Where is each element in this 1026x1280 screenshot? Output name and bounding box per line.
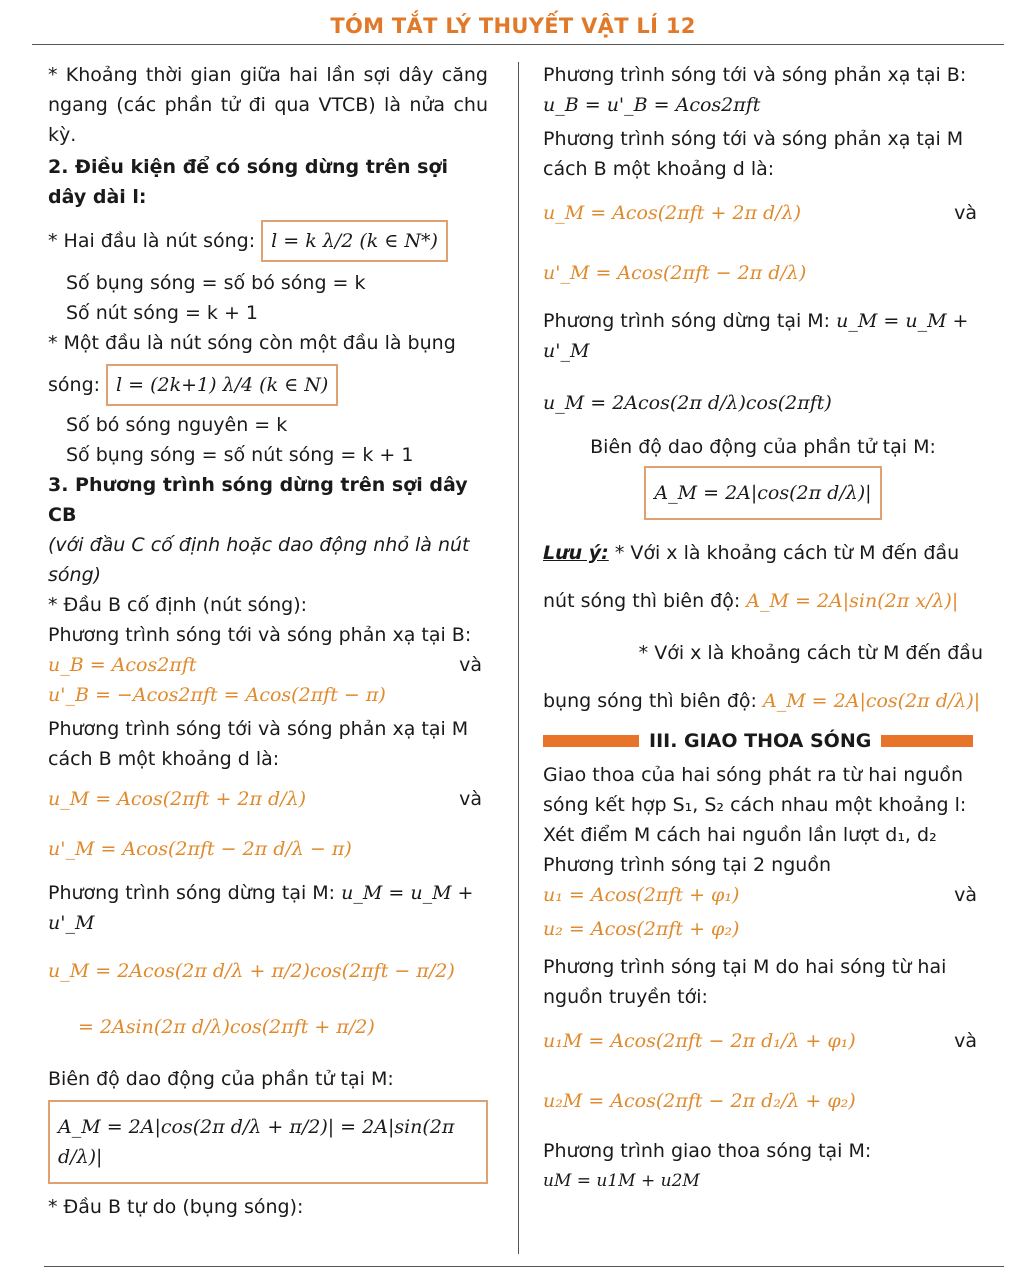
r-and-text: và bbox=[954, 202, 977, 224]
r-eq-u-b: u_B = u'_B = Acos2πft bbox=[543, 94, 761, 116]
r-and-text-2: và bbox=[954, 884, 977, 906]
note-2-a: * Với x là khoảng cách từ M đến đầu bbox=[638, 642, 983, 664]
standing-eq: u_M = u_M + u'_M bbox=[48, 882, 474, 934]
right-column bbox=[543, 60, 983, 1196]
eq-u-b-reflected: u'_B = −Acos2πft = Acos(2πft − π) bbox=[48, 684, 386, 706]
note-2-b: bụng sóng thì biên độ: bbox=[543, 690, 757, 712]
banner-bar-left bbox=[543, 735, 639, 747]
free-end-label: * Đầu B tự do (bụng sóng): bbox=[48, 1196, 304, 1218]
section-3-note: (với đầu C cố định hoặc dao động nhỏ là nút sóng) bbox=[48, 534, 470, 586]
bottom-rule bbox=[44, 1266, 1004, 1267]
one-node-formula: l = (2k+1) λ/4 (k ∈ N) bbox=[106, 364, 338, 406]
section-3-title: III. GIAO THOA SÓNG bbox=[649, 730, 872, 752]
eq-u2m: u₂M = Acos(2πft − 2π d₂/λ + φ₂) bbox=[543, 1090, 856, 1112]
column-divider bbox=[518, 62, 519, 1254]
page-title: TÓM TẮT LÝ THUYẾT VẬT LÍ 12 bbox=[330, 14, 696, 38]
note-label: Lưu ý: bbox=[543, 542, 609, 564]
r-standing-label: Phương trình sóng dừng tại M: bbox=[543, 310, 831, 332]
one-node-label: sóng: bbox=[48, 374, 101, 396]
eq-u-b: u_B = Acos2πft bbox=[48, 654, 197, 676]
eq-u-m: u_M = Acos(2πft + 2π d/λ) bbox=[48, 788, 307, 810]
eq-u-m-reflected: u'_M = Acos(2πft − 2π d/λ − π) bbox=[48, 838, 352, 860]
section-2-heading: 2. Điều kiện để có sóng dừng trên sợi dây dài l: bbox=[48, 156, 449, 208]
at-m-label: Phương trình sóng tại M do hai sóng từ hai nguồn truyền tới: bbox=[543, 956, 947, 1008]
amp-formula: A_M = 2A|cos(2π d/λ + π/2)| = 2A|sin(2π d/λ)| bbox=[48, 1100, 488, 1184]
interf-point: Xét điểm M cách hai nguồn lần lượt d₁, d₂ bbox=[543, 824, 937, 846]
left-column bbox=[48, 60, 488, 1222]
interf-eq: uM = u1M + u2M bbox=[543, 1171, 700, 1191]
and-text: và bbox=[459, 654, 482, 676]
one-node-intro: * Một đầu là nút sóng còn một đầu là bụng bbox=[48, 332, 456, 354]
interf-intro: Giao thoa của hai sóng phát ra từ hai nguồn sóng kết hợp S₁, S₂ cách nhau một khoảng l: bbox=[543, 764, 967, 816]
r-amp-label: Biên độ dao động của phần tử tại M: bbox=[590, 436, 936, 458]
interf-label: Phương trình giao thoa sóng tại M: bbox=[543, 1140, 872, 1162]
r-standing-eq: u_M = u_M + u'_M bbox=[543, 310, 969, 362]
note-1-formula: A_M = 2A|sin(2π x/λ)| bbox=[746, 590, 959, 612]
src-label: Phương trình sóng tại 2 nguồn bbox=[543, 854, 831, 876]
top-rule bbox=[32, 44, 1004, 45]
two-nodes-formula: l = k λ/2 (k ∈ N*) bbox=[261, 220, 448, 262]
standing-label: Phương trình sóng dừng tại M: bbox=[48, 882, 336, 904]
bo-count-line: Số bó sóng nguyên = k bbox=[66, 414, 288, 436]
note-2-formula: A_M = 2A|cos(2π d/λ)| bbox=[762, 690, 981, 712]
and-text-2: và bbox=[459, 788, 482, 810]
bung-count-line-2: Số bụng sóng = số nút sóng = k + 1 bbox=[66, 444, 414, 466]
eq-intro-b: Phương trình sóng tới và sóng phản xạ tại B: bbox=[48, 624, 472, 646]
r-eq-u-m: u_M = Acos(2πft + 2π d/λ) bbox=[543, 202, 802, 224]
two-nodes-label: * Hai đầu là nút sóng: bbox=[48, 230, 256, 252]
eq-u1m: u₁M = Acos(2πft − 2π d₁/λ + φ₁) bbox=[543, 1030, 856, 1052]
eq-intro-m: Phương trình sóng tới và sóng phản xạ tại M cách B một khoảng d là: bbox=[48, 718, 469, 770]
eq-u1: u₁ = Acos(2πft + φ₁) bbox=[543, 884, 740, 906]
fixed-end-label: * Đầu B cố định (nút sóng): bbox=[48, 594, 308, 616]
amp-label: Biên độ dao động của phần tử tại M: bbox=[48, 1068, 394, 1090]
section-3-heading: 3. Phương trình sóng dừng trên sợi dây CB bbox=[48, 474, 468, 526]
banner-bar-right bbox=[881, 735, 973, 747]
r-eq-intro-b: Phương trình sóng tới và sóng phản xạ tại B: bbox=[543, 64, 967, 86]
eq-sum-1: u_M = 2Acos(2π d/λ + π/2)cos(2πft − π/2) bbox=[48, 960, 455, 982]
r-eq-intro-m: Phương trình sóng tới và sóng phản xạ tại M cách B một khoảng d là: bbox=[543, 128, 964, 180]
nut-count-line: Số nút sóng = k + 1 bbox=[66, 302, 259, 324]
note-1-b: nút sóng thì biên độ: bbox=[543, 590, 741, 612]
eq-sum-2: = 2Asin(2π d/λ)cos(2πft + π/2) bbox=[78, 1016, 375, 1038]
r-amp-formula: A_M = 2A|cos(2π d/λ)| bbox=[644, 466, 881, 520]
r-and-text-3: và bbox=[954, 1030, 977, 1052]
r-eq-sum: u_M = 2Acos(2π d/λ)cos(2πft) bbox=[543, 392, 832, 414]
note-1-a: * Với x là khoảng cách từ M đến đầu bbox=[614, 542, 960, 564]
eq-u2: u₂ = Acos(2πft + φ₂) bbox=[543, 918, 740, 940]
intro-paragraph: * Khoảng thời gian giữa hai lần sợi dây căng ngang (các phần tử đi qua VTCB) là nửa chu kỳ. bbox=[48, 64, 488, 146]
section-3-banner bbox=[543, 726, 983, 756]
bung-count-line: Số bụng sóng = số bó sóng = k bbox=[66, 272, 366, 294]
r-eq-u-m-reflected: u'_M = Acos(2πft − 2π d/λ) bbox=[543, 262, 807, 284]
